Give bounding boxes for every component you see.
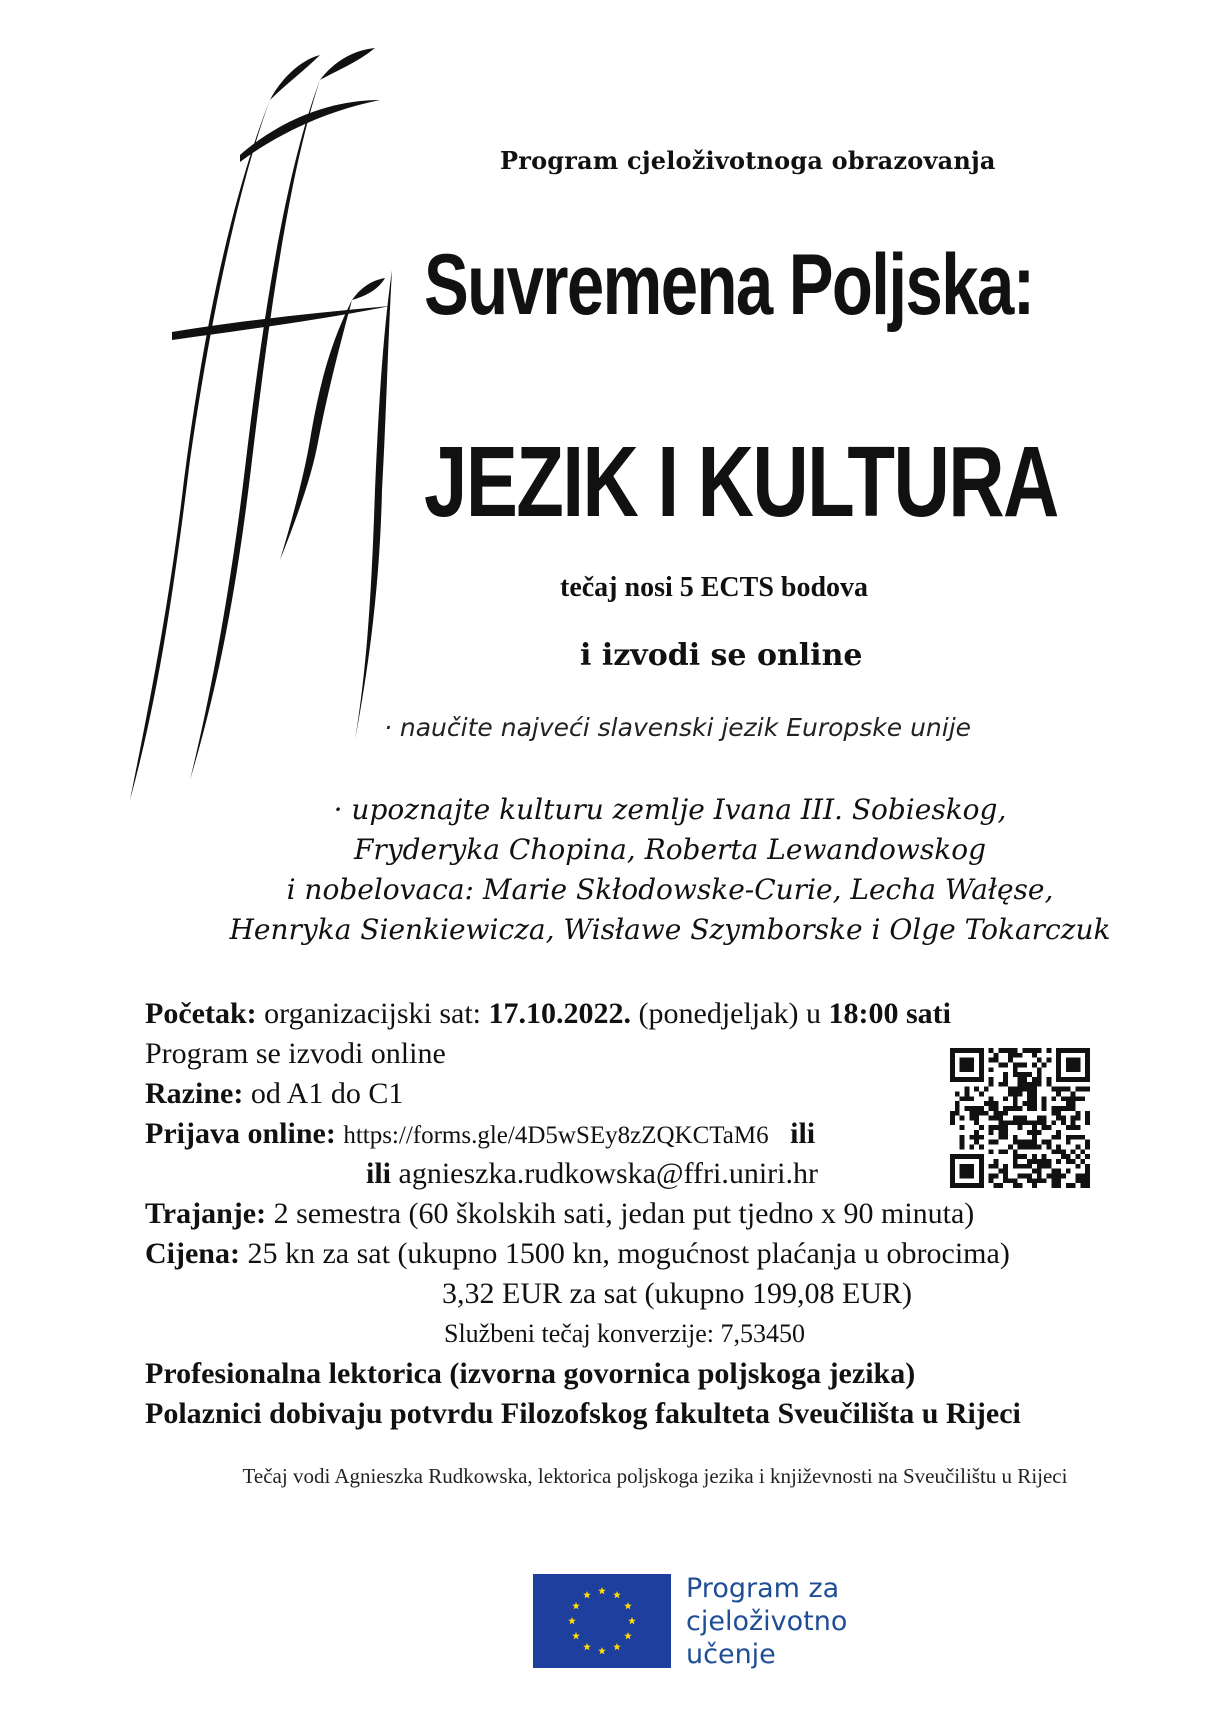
page-title: Suvremena Poljska: [424, 237, 1034, 333]
duration-row [145, 1194, 1205, 1234]
start-date: 17.10.2022. [488, 997, 632, 1030]
culture-line: i nobelovaca: Marie Skłodowske-Curie, Lecha Wałęse, [286, 873, 1054, 906]
online-note: i izvodi se online [580, 638, 863, 673]
culture-line: Henryka Sienkiewicza, Wisławe Szymborske i Olge Tokarczuk [229, 913, 1111, 946]
eu-program-line: Program za [686, 1573, 840, 1604]
mode-row: Program se izvodi online [145, 1037, 446, 1070]
start-text: organizacijski sat: [256, 997, 489, 1030]
duration-value: 2 semestra (60 školskih sati, jedan put tjedno x 90 minuta) [266, 1197, 975, 1230]
page-subtitle: JEZIK I KULTURA [424, 426, 1058, 538]
ffri-logo [120, 40, 400, 830]
start-day: (ponedjeljak) u [631, 997, 829, 1030]
eu-program-line: učenje [686, 1639, 776, 1670]
conversion-row: Službeni tečaj konverzije: 7,53450 [444, 1319, 806, 1348]
culture-paragraph [170, 790, 1170, 950]
program-label: Program cjeloživotnoga obrazovanja [500, 146, 996, 175]
price-row [145, 1234, 1205, 1274]
signup-link[interactable]: https://forms.gle/4D5wSEy8zZQKCTaM6 [343, 1122, 769, 1149]
eu-flag-icon [533, 1574, 671, 1668]
certificate-text: Polaznici dobivaju potvrdu Filozofskog fakulteta Sveučilišta u Rijeci [145, 1397, 1021, 1430]
certificate-row [145, 1394, 1205, 1434]
start-row [145, 994, 1205, 1034]
price-label: Cijena: [145, 1237, 240, 1270]
culture-line: · upoznajte kulturu zemlje Ivana III. Sobieskog, [333, 793, 1007, 826]
bullet-learn-language: · naučite najveći slavenski jezik Europske unije [384, 713, 972, 742]
price-eur-row: 3,32 EUR za sat (ukupno 199,08 EUR) [442, 1277, 912, 1310]
signup-or-left: ili [366, 1157, 392, 1190]
levels-label: Razine: [145, 1077, 244, 1110]
signup-email-link[interactable]: agnieszka.rudkowska@ffri.uniri.hr [398, 1157, 818, 1190]
price-value: 25 kn za sat (ukupno 1500 kn, mogućnost plaćanja u obrocima) [239, 1237, 1010, 1270]
teacher-note: Tečaj vodi Agnieszka Rudkowska, lektorica poljskoga jezika i književnosti na Sveučilištu u Rijeci [242, 1464, 1068, 1488]
qr-code[interactable] [950, 1048, 1090, 1188]
levels-value: od A1 do C1 [243, 1077, 404, 1110]
culture-line: Fryderyka Chopina, Roberta Lewandowskog [354, 833, 986, 866]
start-label: Početak: [145, 997, 257, 1030]
signup-or-right: ili [790, 1117, 816, 1150]
signup-label: Prijava online: [145, 1117, 336, 1150]
duration-label: Trajanje: [145, 1197, 267, 1230]
start-time: 18:00 sati [828, 997, 951, 1030]
lecturer-row [145, 1354, 1205, 1394]
lecturer-text: Profesionalna lektorica (izvorna govornica poljskoga jezika) [145, 1357, 916, 1390]
eu-program-label [686, 1572, 926, 1671]
ects-note: tečaj nosi 5 ECTS bodova [560, 572, 869, 603]
eu-program-line: cjeloživotno [686, 1606, 848, 1637]
